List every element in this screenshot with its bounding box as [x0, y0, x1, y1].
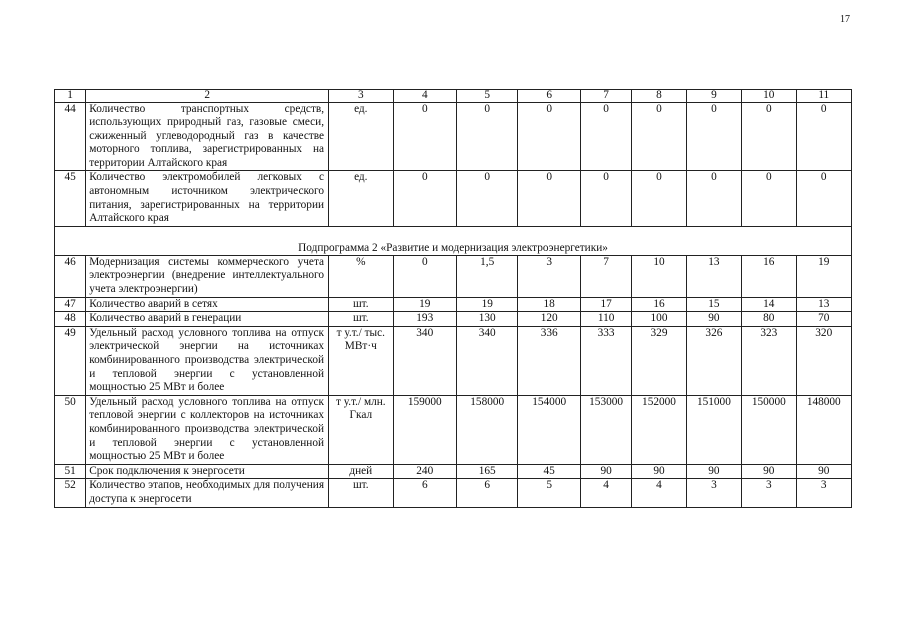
value-cell: 19: [457, 297, 518, 312]
row-number: 45: [55, 171, 86, 226]
row-number: 50: [55, 395, 86, 464]
column-header: 11: [796, 90, 851, 103]
value-cell: 16: [632, 297, 686, 312]
value-cell: 0: [686, 171, 741, 226]
table-row: [55, 255, 852, 297]
column-header: 2: [86, 90, 329, 103]
value-cell: 151000: [686, 395, 741, 464]
value-cell: 18: [518, 297, 580, 312]
value-cell: 193: [393, 312, 456, 327]
value-cell: 0: [580, 171, 631, 226]
header-row: [55, 90, 852, 103]
value-cell: 0: [686, 102, 741, 171]
column-header: 1: [55, 90, 86, 103]
value-cell: 0: [393, 171, 456, 226]
subprogram-cell: [55, 226, 852, 255]
table-row: [55, 312, 852, 327]
unit-cell: шт.: [329, 312, 393, 327]
value-cell: 333: [580, 326, 631, 395]
value-cell: 3: [796, 479, 851, 507]
value-cell: 0: [742, 102, 796, 171]
value-cell: 4: [632, 479, 686, 507]
indicator-name: Количество аварий в генерации: [86, 312, 329, 327]
value-cell: 5: [518, 479, 580, 507]
indicator-name: Количество электромобилей легковых с автономным источником электрического питания, зарегистрированных на территории Алтайского края: [86, 171, 329, 226]
column-header: 3: [329, 90, 393, 103]
value-cell: 148000: [796, 395, 851, 464]
value-cell: 0: [796, 102, 851, 171]
value-cell: 90: [742, 464, 796, 479]
table-row: [55, 297, 852, 312]
unit-cell: т у.т./ тыс. МВт·ч: [329, 326, 393, 395]
value-cell: 7: [580, 255, 631, 297]
table-row: [55, 171, 852, 226]
value-cell: 90: [632, 464, 686, 479]
value-cell: 90: [580, 464, 631, 479]
value-cell: 130: [457, 312, 518, 327]
value-cell: 153000: [580, 395, 631, 464]
value-cell: 1,5: [457, 255, 518, 297]
value-cell: 240: [393, 464, 456, 479]
value-cell: 320: [796, 326, 851, 395]
indicator-name: Срок подключения к энергосети: [86, 464, 329, 479]
value-cell: 6: [457, 479, 518, 507]
row-number: 52: [55, 479, 86, 507]
value-cell: 17: [580, 297, 631, 312]
value-cell: 0: [742, 171, 796, 226]
value-cell: 159000: [393, 395, 456, 464]
row-number: 47: [55, 297, 86, 312]
value-cell: 154000: [518, 395, 580, 464]
value-cell: 10: [632, 255, 686, 297]
column-header: 4: [393, 90, 456, 103]
value-cell: 90: [796, 464, 851, 479]
column-header: 5: [457, 90, 518, 103]
indicators-table: [54, 89, 852, 508]
indicator-name: Количество аварий в сетях: [86, 297, 329, 312]
value-cell: 0: [518, 171, 580, 226]
table-row: [55, 326, 852, 395]
value-cell: 0: [393, 102, 456, 171]
value-cell: 110: [580, 312, 631, 327]
value-cell: 340: [393, 326, 456, 395]
indicator-name: Модернизация системы коммерческого учета электроэнергии (внедрение интеллектуального учета электроэнергии): [86, 255, 329, 297]
table-body-subprogram-1: [55, 102, 852, 226]
value-cell: 80: [742, 312, 796, 327]
subprogram-row: [55, 226, 852, 255]
value-cell: 19: [393, 297, 456, 312]
value-cell: 120: [518, 312, 580, 327]
unit-cell: шт.: [329, 297, 393, 312]
value-cell: 0: [457, 171, 518, 226]
column-header: 9: [686, 90, 741, 103]
value-cell: 13: [796, 297, 851, 312]
value-cell: 3: [518, 255, 580, 297]
table-body-subprogram-2: [55, 255, 852, 507]
row-number: 48: [55, 312, 86, 327]
value-cell: 19: [796, 255, 851, 297]
value-cell: 100: [632, 312, 686, 327]
value-cell: 6: [393, 479, 456, 507]
unit-cell: т у.т./ млн. Гкал: [329, 395, 393, 464]
value-cell: 70: [796, 312, 851, 327]
indicator-name: Количество этапов, необходимых для получения доступа к энергосети: [86, 479, 329, 507]
value-cell: 15: [686, 297, 741, 312]
value-cell: 90: [686, 312, 741, 327]
row-number: 44: [55, 102, 86, 171]
value-cell: 13: [686, 255, 741, 297]
value-cell: 150000: [742, 395, 796, 464]
row-number: 51: [55, 464, 86, 479]
row-number: 46: [55, 255, 86, 297]
value-cell: 340: [457, 326, 518, 395]
value-cell: 0: [796, 171, 851, 226]
subprogram-title: Подпрограмма 2 «Развитие и модернизация электроэнергетики»: [298, 241, 608, 254]
unit-cell: ед.: [329, 102, 393, 171]
table-row: [55, 102, 852, 171]
value-cell: 3: [742, 479, 796, 507]
value-cell: 336: [518, 326, 580, 395]
value-cell: 329: [632, 326, 686, 395]
value-cell: 90: [686, 464, 741, 479]
value-cell: 326: [686, 326, 741, 395]
value-cell: 158000: [457, 395, 518, 464]
column-header: 6: [518, 90, 580, 103]
table-row: [55, 479, 852, 507]
table-row: [55, 464, 852, 479]
value-cell: 0: [580, 102, 631, 171]
value-cell: 0: [457, 102, 518, 171]
value-cell: 14: [742, 297, 796, 312]
value-cell: 45: [518, 464, 580, 479]
value-cell: 16: [742, 255, 796, 297]
value-cell: 0: [632, 102, 686, 171]
column-header: 8: [632, 90, 686, 103]
row-number: 49: [55, 326, 86, 395]
indicator-name: Удельный расход условного топлива на отпуск электрической энергии на источниках комбинированного производства электрической и тепловой энергии с установленной мощностью 25 МВт и более: [86, 326, 329, 395]
value-cell: 323: [742, 326, 796, 395]
indicator-name: Удельный расход условного топлива на отпуск тепловой энергии с коллекторов на источниках комбинированного производства электрической и тепловой энергии с установленной мощностью 25 МВт и более: [86, 395, 329, 464]
unit-cell: ед.: [329, 171, 393, 226]
value-cell: 152000: [632, 395, 686, 464]
value-cell: 0: [632, 171, 686, 226]
value-cell: 3: [686, 479, 741, 507]
value-cell: 0: [518, 102, 580, 171]
column-header: 7: [580, 90, 631, 103]
value-cell: 165: [457, 464, 518, 479]
value-cell: 4: [580, 479, 631, 507]
page-number: 17: [840, 14, 850, 25]
column-header: 10: [742, 90, 796, 103]
unit-cell: дней: [329, 464, 393, 479]
unit-cell: шт.: [329, 479, 393, 507]
value-cell: 0: [393, 255, 456, 297]
unit-cell: %: [329, 255, 393, 297]
table-row: [55, 395, 852, 464]
indicator-name: Количество транспортных средств, использующих природный газ, газовые смеси, сжиженный углеводородный газ в качестве моторного топлива, зарегистрированных на территории Алтайского края: [86, 102, 329, 171]
